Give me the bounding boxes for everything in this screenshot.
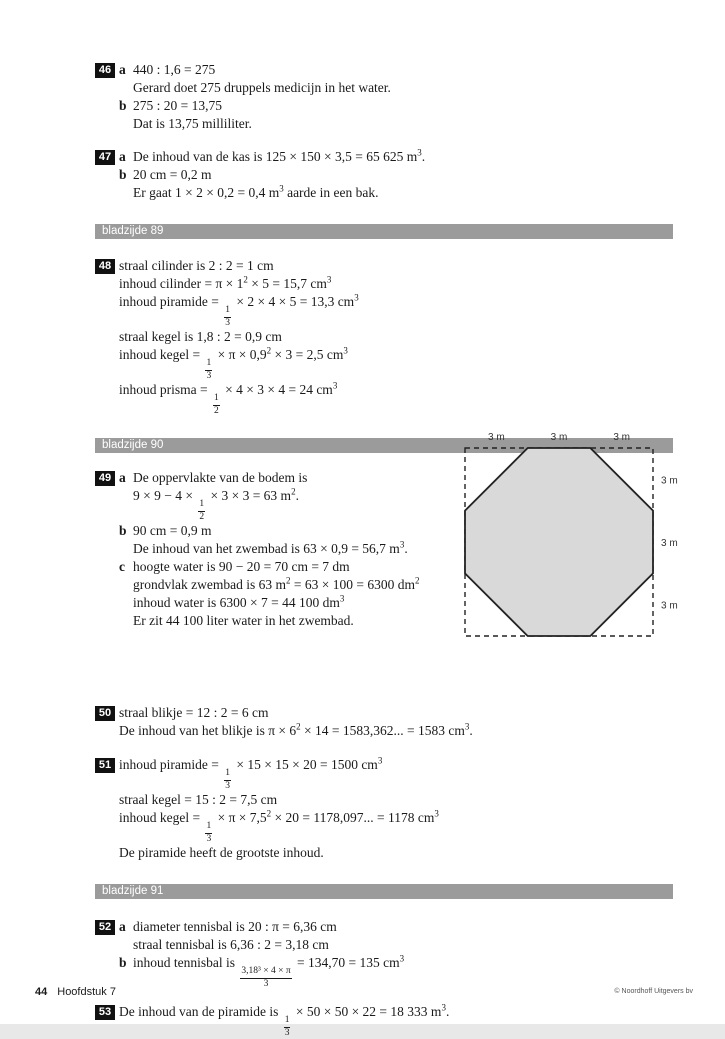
superscript: 3	[343, 345, 348, 356]
fraction-numerator: 1	[198, 500, 205, 512]
exercise-body	[119, 62, 673, 134]
answer-text: inhoud kegel = $\frac{1}{3}$ × $\pi \times 7,5^2 \times 20 = 1178,097$... = 1178 $cm^3$	[119, 808, 439, 844]
fraction-denominator: 3	[206, 370, 212, 381]
exercise-number-badge: 47	[95, 150, 115, 165]
answer-text: 275 : 20 = 13,75	[133, 98, 222, 113]
exercise-number-badge: 53	[95, 1005, 115, 1020]
exercise-47	[95, 149, 673, 203]
answer-text: diameter tennisbal is 20 : π = 6,36 cm	[133, 919, 337, 934]
answer-text: De piramide heeft de grootste inhoud.	[119, 845, 324, 860]
answer-text: straal tennisbal is 6,36 : 2 = 3,18 cm	[133, 937, 329, 952]
chapter-label: Hoofdstuk 7	[57, 986, 116, 998]
exercise-number-badge: 46	[95, 63, 115, 78]
page-footer-left	[35, 986, 116, 998]
fraction-numerator: 3,18³ × 4 × π	[240, 967, 291, 979]
math-fraction	[224, 769, 231, 791]
part-letter: b	[119, 98, 127, 113]
superscript: 3	[326, 274, 332, 285]
fraction-denominator: 3	[206, 833, 212, 844]
part-letter: a	[119, 919, 126, 934]
superscript: 3	[399, 539, 405, 550]
superscript: 2	[414, 575, 420, 586]
figure-dimension-label: 3 m	[661, 475, 678, 487]
answer-line	[119, 937, 673, 955]
superscript: 3	[354, 292, 359, 303]
math-fraction	[284, 1016, 291, 1038]
answer-text: hoogte water is 90 − 20 = 70 cm = 7 dm	[133, 559, 350, 574]
fraction-numerator: 1	[205, 359, 212, 371]
figure-dimension-label: 3 m	[487, 432, 505, 443]
answer-line	[119, 116, 673, 134]
answer-text: De inhoud van de kas is 125 × 150 × 3,5 = 65 625 $m^3$.	[133, 147, 426, 164]
superscript: 3	[399, 953, 405, 964]
answer-text: inhoud prisma = $\frac{1}{2}$ × 4 × 3 × 4 = 24 $cm^3$	[119, 380, 338, 416]
exercise-body	[119, 705, 673, 741]
exercise-50	[95, 705, 673, 741]
superscript: 3	[417, 147, 422, 158]
part-letter: c	[119, 559, 125, 574]
exercise-48	[95, 258, 673, 417]
superscript: 2	[291, 486, 296, 497]
answer-text: 90 cm = 0,9 m	[133, 523, 212, 538]
answer-line	[119, 258, 673, 276]
fraction-denominator: 3	[263, 978, 269, 989]
answer-line	[119, 347, 673, 382]
answer-line	[119, 955, 673, 990]
answer-text: inhoud kegel = $\frac{1}{3}$ × $\pi \times 0,9^2 \times 3 = 2,5$ $cm^3$	[119, 345, 348, 381]
superscript: 2	[243, 274, 248, 285]
superscript: 3	[464, 721, 470, 732]
octagon-pool	[465, 448, 653, 636]
superscript: 2	[266, 345, 272, 356]
exercise-body	[119, 757, 673, 863]
answer-text: inhoud water is 6300 × 7 = 44 100 $dm^3$	[133, 593, 345, 610]
part-letter: a	[119, 62, 126, 77]
exercise-46	[95, 62, 673, 134]
math-fraction	[213, 394, 220, 416]
answer-text: inhoud tennisbal is $\frac{\text{3,18³ × 4 × π}}{3}$ = 134,70 = 135 $cm^3$	[133, 953, 405, 989]
part-letter: a	[119, 470, 126, 485]
answer-line	[119, 723, 673, 741]
superscript: 2	[296, 721, 301, 732]
figure-dimension-label: 3 m	[550, 432, 568, 443]
fraction-numerator: 1	[213, 394, 220, 406]
answer-line	[119, 792, 673, 810]
exercise-53	[95, 1004, 673, 1039]
superscript: 3	[279, 183, 284, 194]
exercise-body	[119, 919, 673, 990]
superscript: 3	[441, 1002, 446, 1013]
math-fraction	[205, 822, 212, 844]
answer-line	[119, 167, 673, 185]
fraction-denominator: 2	[199, 511, 205, 522]
answer-line	[119, 845, 673, 863]
exercise-body	[119, 258, 673, 417]
part-letter: b	[119, 167, 127, 182]
answer-text: inhoud cilinder = $\pi \times 1^2 \times 5 = 15,7$ $cm^3$	[119, 274, 332, 291]
page-number: 44	[35, 986, 48, 998]
answer-line	[119, 810, 673, 845]
math-fraction	[205, 359, 212, 381]
answer-text: Dat is 13,75 milliliter.	[133, 116, 252, 131]
answer-text: De inhoud van de piramide is $\frac{1}{3}$ × 50 × 50 × 22 = 18 333 $m^3$.	[119, 1002, 450, 1038]
exercise-51	[95, 757, 673, 863]
figure-dimension-label: 3 m	[661, 538, 678, 549]
answer-line	[119, 80, 673, 98]
exercise-body	[119, 1004, 673, 1039]
answer-line	[119, 329, 673, 347]
answer-line	[119, 1004, 673, 1039]
fraction-numerator: 1	[224, 769, 231, 781]
superscript: 3	[339, 593, 345, 604]
part-letter: b	[119, 523, 127, 538]
fraction-denominator: 3	[225, 780, 230, 791]
fraction-denominator: 3	[284, 1027, 290, 1038]
answer-line	[119, 149, 673, 167]
figure-dimension-label: 3 m	[661, 600, 678, 612]
superscript: 3	[332, 380, 338, 391]
fraction-numerator: 1	[205, 822, 212, 834]
superscript: 2	[285, 575, 291, 586]
answer-line	[119, 294, 673, 329]
answer-text: De oppervlakte van de bodem is	[133, 470, 308, 485]
figure-dimension-label: 3 m	[613, 432, 631, 443]
fraction-denominator: 2	[213, 405, 219, 416]
part-letter: b	[119, 955, 127, 970]
pool-figure	[455, 426, 687, 644]
answer-text: grondvlak zwembad is 63 $m^2 = 63 \times 100 = 6300$ $dm^2$	[133, 575, 420, 592]
exercise-number-badge: 50	[95, 706, 115, 721]
answer-line	[119, 919, 673, 937]
exercise-52	[95, 919, 673, 990]
fraction-numerator: 1	[224, 306, 231, 318]
exercise-number-badge: 52	[95, 920, 115, 935]
fraction-numerator: 1	[284, 1016, 291, 1028]
answer-line	[119, 98, 673, 116]
part-letter: a	[119, 149, 126, 164]
page-band: bladzijde 91	[95, 884, 673, 899]
answer-line	[119, 276, 673, 294]
math-fraction	[240, 967, 291, 989]
exercise-number-badge: 49	[95, 471, 115, 486]
answer-text: 20 cm = 0,2 m	[133, 167, 212, 182]
answer-line	[119, 382, 673, 417]
exercise-number-badge: 48	[95, 259, 115, 274]
superscript: 3	[377, 755, 383, 766]
answer-text: straal cilinder is 2 : 2 = 1 cm	[119, 258, 274, 273]
answer-text: inhoud piramide = $\frac{1}{3}$ × 2 × 4 × 5 = 13,3 $cm^3$	[119, 292, 359, 328]
answer-text: straal kegel = 15 : 2 = 7,5 cm	[119, 792, 278, 807]
answer-line	[119, 62, 673, 80]
fraction-denominator: 3	[225, 317, 230, 328]
answer-text: 440 : 1,6 = 275	[133, 62, 216, 77]
page-band: bladzijde 90	[95, 438, 673, 453]
exercise-number-badge: 51	[95, 758, 115, 773]
answer-text: De inhoud van het blikje is $\pi \times 6^2 \times 14 = 1583,362$... = 1583 $cm^3$.	[119, 721, 473, 738]
answer-text: straal kegel is 1,8 : 2 = 0,9 cm	[119, 329, 282, 344]
answer-text: 9 × 9 − 4 × $\frac{1}{2}$ × 3 × 3 = 63 $m^2$.	[133, 486, 299, 522]
answer-text: De inhoud van het zwembad is 63 × 0,9 = 56,7 $m^3$.	[133, 539, 408, 556]
exercise-body	[119, 149, 673, 203]
answer-line	[119, 705, 673, 723]
superscript: 2	[266, 808, 272, 819]
answer-text: Gerard doet 275 druppels medicijn in het water.	[133, 80, 391, 95]
copyright-notice: © Noordhoff Uitgevers bv	[614, 988, 693, 995]
answer-text: inhoud piramide = $\frac{1}{3}$ × 15 × 15 × 20 = 1500 $cm^3$	[119, 755, 383, 791]
answer-text: straal blikje = 12 : 2 = 6 cm	[119, 705, 269, 720]
answer-line	[119, 185, 673, 203]
answer-text: Er zit 44 100 liter water in het zwembad.	[133, 613, 354, 628]
page-band: bladzijde 89	[95, 224, 673, 239]
math-fraction	[198, 500, 205, 522]
math-fraction	[224, 306, 231, 328]
answer-text: Er gaat 1 × 2 × 0,2 = 0,4 $m^3$ aarde in een bak.	[133, 183, 379, 200]
answer-line	[119, 757, 673, 792]
superscript: 3	[434, 808, 439, 819]
